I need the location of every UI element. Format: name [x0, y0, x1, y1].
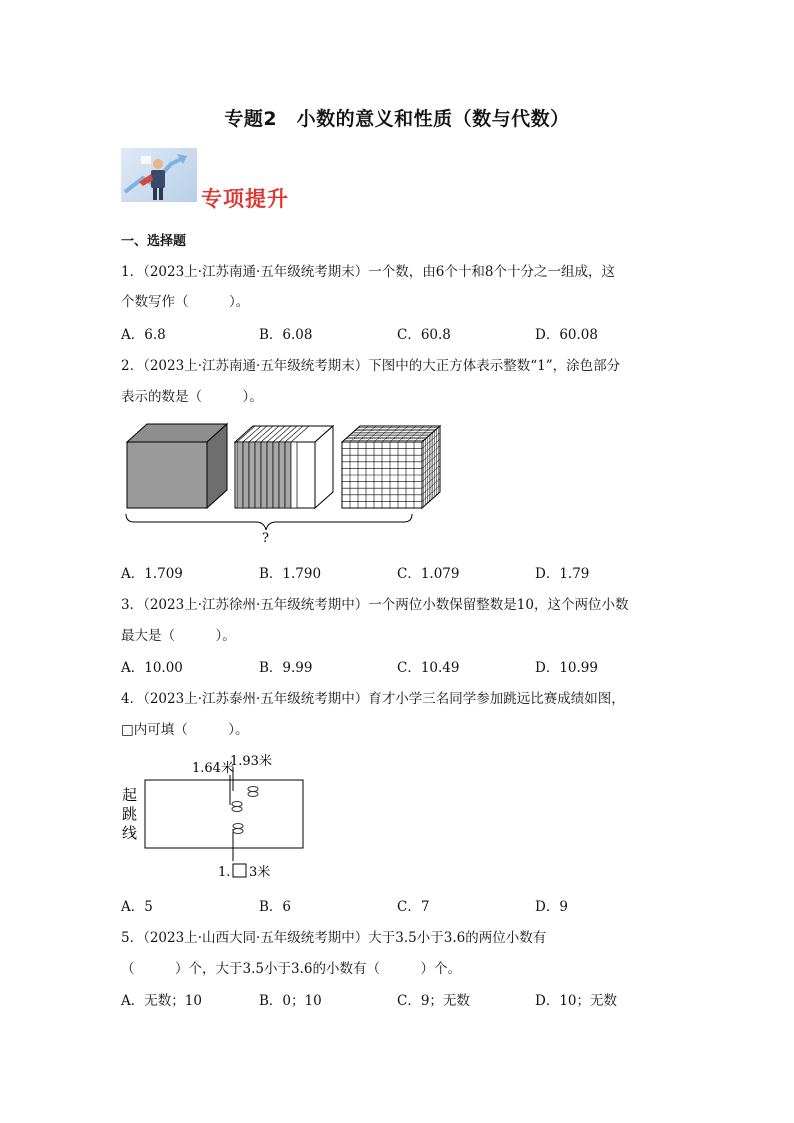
label-3m: 3米	[249, 865, 271, 880]
q3-option-b: B．9.99	[259, 660, 313, 676]
q1-line-2: 个数写作（ ）。	[121, 294, 250, 310]
long-jump-figure	[118, 745, 318, 885]
q5-option-a: A．无数；10	[121, 993, 202, 1009]
q2-option-b: B．1.790	[259, 566, 322, 582]
footprint-icon	[232, 787, 258, 834]
q1-option-c: C．60.8	[397, 327, 451, 343]
side-label-3: 线	[122, 824, 138, 842]
q4-option-a: A．5	[121, 899, 153, 915]
q3-line-2: 最大是（ ）。	[121, 628, 236, 644]
businessman-icon	[121, 148, 197, 202]
label-1-93: 1.93米	[230, 754, 272, 769]
q4-option-c: C．7	[397, 899, 430, 915]
q3-option-d: D．10.99	[535, 660, 598, 676]
q3-line-1: 3．（2023上·江苏徐州·五年级统考期中）一个两位小数保留整数是10，这个两位小数	[121, 597, 629, 613]
section-heading: 一、选择题	[121, 234, 187, 249]
banner-illustration	[121, 148, 197, 202]
q5-option-b: B．0；10	[259, 993, 322, 1009]
q3-option-a: A．10.00	[121, 660, 183, 676]
jump-pit	[145, 780, 303, 848]
label-1-64: 1.64米	[192, 761, 234, 776]
rods-block	[235, 426, 333, 508]
label-1-dot: 1.	[218, 865, 231, 880]
q2-option-c: C．1.079	[397, 566, 460, 582]
side-label-1: 起	[122, 786, 138, 804]
q4-option-d: D．9	[535, 899, 568, 915]
q4-option-b: B．6	[259, 899, 292, 915]
q5-option-d: D．10；无数	[535, 993, 618, 1009]
q5-line-2: （ ）个，大于3.5小于3.6的小数有（ ）个。	[121, 961, 461, 977]
brace-label: ?	[262, 531, 269, 546]
shaded-big-cube	[127, 424, 227, 508]
q1-option-d: D．60.08	[535, 327, 598, 343]
q4-line-2: □内可填（ ）。	[121, 722, 249, 738]
q2-line-1: 2．（2023上·江苏南通·五年级统考期末）下图中的大正方体表示整数“1”，涂色部分	[121, 358, 621, 374]
q3-option-c: C．10.49	[397, 660, 460, 676]
q2-option-d: D．1.79	[535, 566, 590, 582]
q2-line-2: 表示的数是（ ）。	[121, 389, 263, 405]
side-label-2: 跳	[122, 805, 138, 823]
q5-line-1: 5．（2023上·山西大同·五年级统考期中）大于3.5小于3.6的两位小数有	[121, 930, 547, 946]
grid-block	[342, 426, 440, 508]
q1-option-a: A．6.8	[121, 327, 166, 343]
banner-label: 专项提升	[201, 187, 289, 211]
page-title: 专题2 小数的意义和性质（数与代数）	[224, 108, 570, 130]
q5-option-c: C．9；无数	[397, 993, 470, 1009]
q1-line-1: 1．（2023上·江苏南通·五年级统考期末）一个数，由6个十和8个十分之一组成，这	[121, 264, 615, 280]
q4-line-1: 4．（2023上·江苏泰州·五年级统考期中）育才小学三名同学参加跳远比赛成绩如图，	[121, 691, 625, 707]
blank-box	[233, 864, 246, 877]
cubes-figure	[120, 418, 450, 548]
brace	[126, 514, 412, 530]
q1-option-b: B．6.08	[259, 327, 313, 343]
q2-option-a: A．1.709	[121, 566, 183, 582]
